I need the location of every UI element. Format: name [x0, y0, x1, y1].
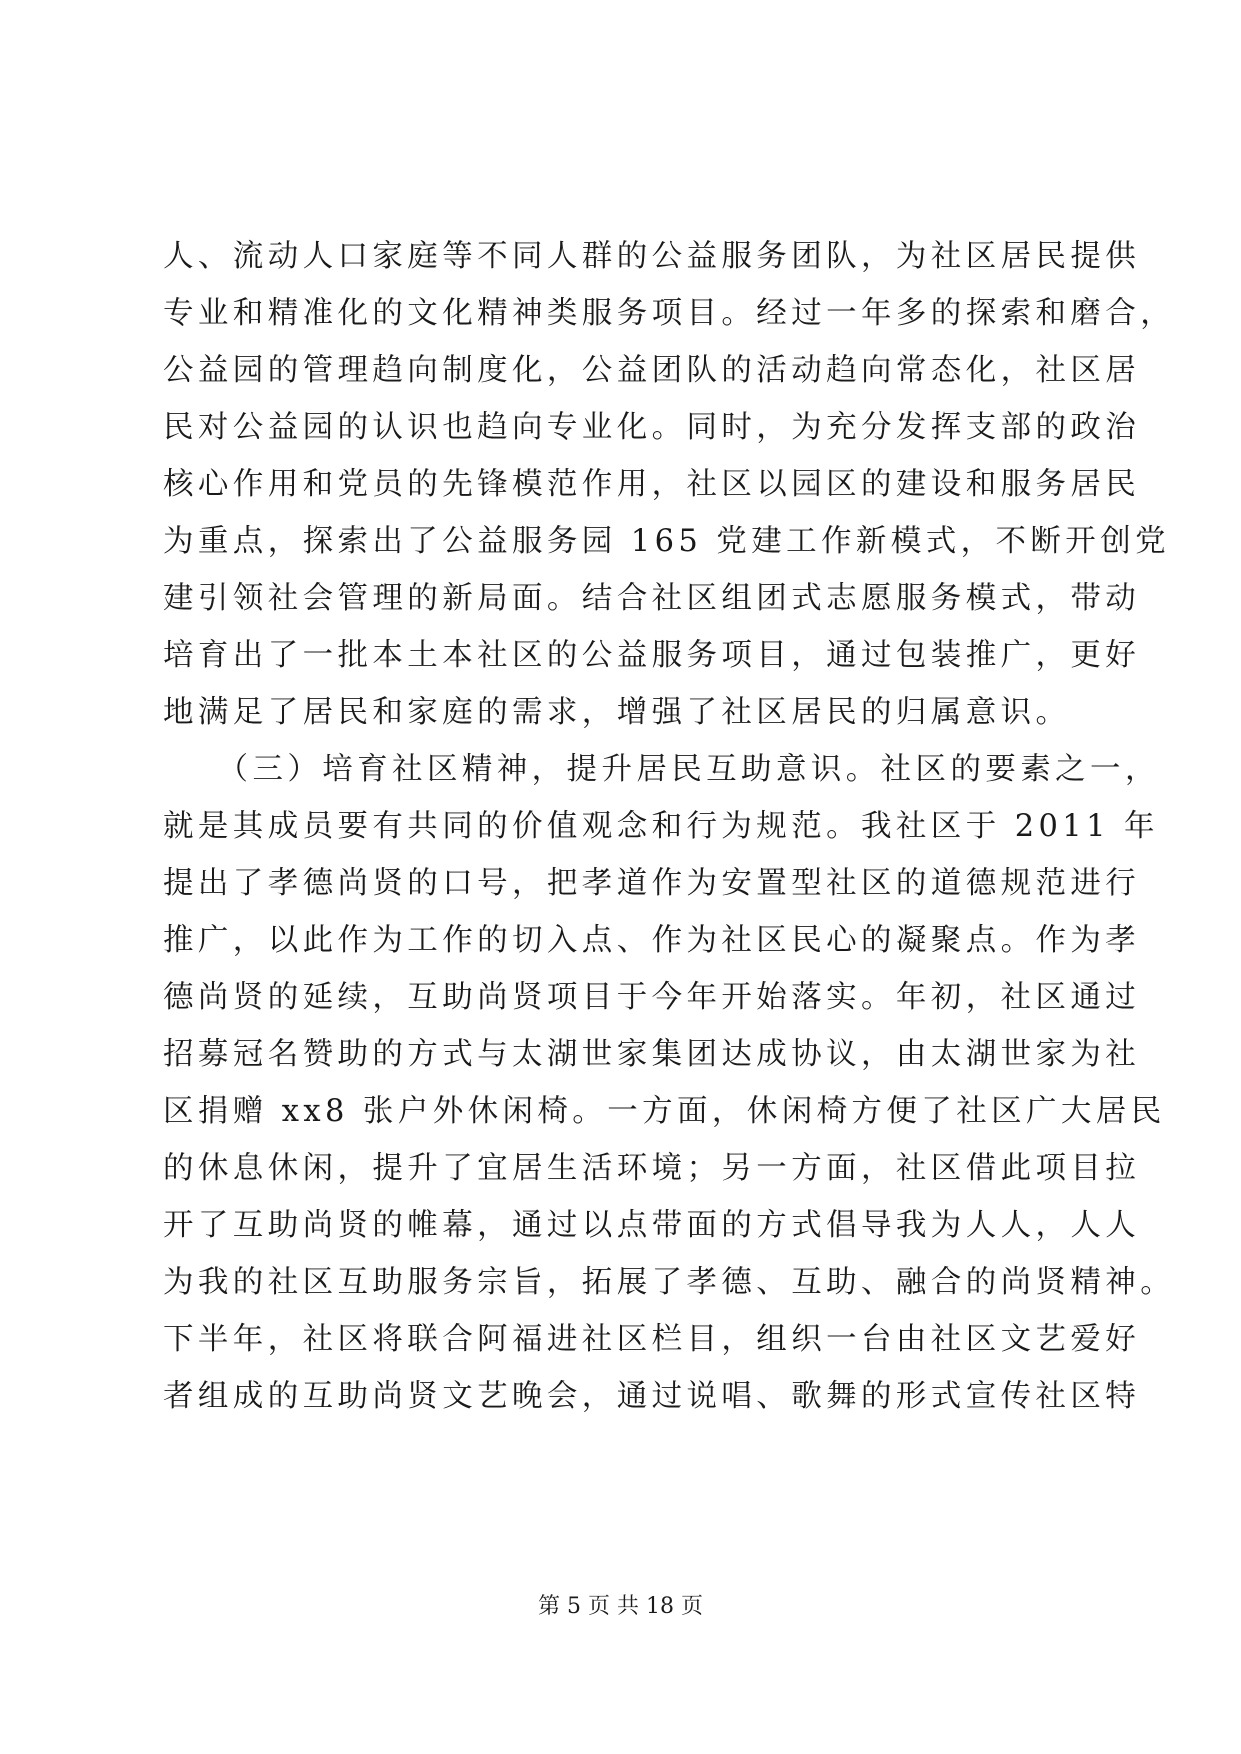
text-line: 核心作用和党员的先锋模范作用，社区以园区的建设和服务居民 — [163, 467, 1141, 502]
text-line: 地满足了居民和家庭的需求，增强了社区居民的归属意识。 — [163, 695, 1071, 730]
page-footer: 第 5 页 共 18 页 — [538, 1594, 703, 1619]
text-line: 提出了孝德尚贤的口号，把孝道作为安置型社区的道德规范进行 — [163, 866, 1141, 901]
text-line: 专业和精准化的文化精神类服务项目。经过一年多的探索和磨合， — [163, 296, 1176, 331]
text-line: 的休息休闲，提升了宜居生活环境；另一方面，社区借此项目拉 — [163, 1151, 1141, 1186]
text-line: 建引领社会管理的新局面。结合社区组团式志愿服务模式，带动 — [163, 581, 1141, 616]
text-line: 招募冠名赞助的方式与太湖世家集团达成协议，由太湖世家为社 — [163, 1037, 1141, 1072]
text-line: 区捐赠 xx8 张户外休闲椅。一方面，休闲椅方便了社区广大居民 — [163, 1094, 1166, 1129]
text-line: 就是其成员要有共同的价值观念和行为规范。我社区于 2011 年 — [163, 809, 1159, 844]
text-line: （三）培育社区精神，提升居民互助意识。社区的要素之一， — [163, 752, 1160, 787]
text-line: 公益园的管理趋向制度化，公益团队的活动趋向常态化，社区居 — [163, 353, 1141, 388]
text-line: 民对公益园的认识也趋向专业化。同时，为充分发挥支部的政治 — [163, 410, 1141, 445]
text-line: 培育出了一批本土本社区的公益服务项目，通过包装推广，更好 — [163, 638, 1141, 673]
text-line: 为我的社区互助服务宗旨，拓展了孝德、互助、融合的尚贤精神。 — [163, 1265, 1176, 1300]
text-line: 德尚贤的延续，互助尚贤项目于今年开始落实。年初，社区通过 — [163, 980, 1141, 1015]
text-line: 下半年，社区将联合阿福进社区栏目，组织一台由社区文艺爱好 — [163, 1322, 1141, 1357]
body-text — [163, 228, 1176, 1425]
text-line: 为重点，探索出了公益服务园 165 党建工作新模式，不断开创党 — [163, 524, 1171, 559]
text-line: 推广，以此作为工作的切入点、作为社区民心的凝聚点。作为孝 — [163, 923, 1141, 958]
text-line: 人、流动人口家庭等不同人群的公益服务团队，为社区居民提供 — [163, 239, 1141, 274]
text-line: 开了互助尚贤的帷幕，通过以点带面的方式倡导我为人人，人人 — [163, 1208, 1141, 1243]
text-line: 者组成的互助尚贤文艺晚会，通过说唱、歌舞的形式宣传社区特 — [163, 1379, 1141, 1414]
